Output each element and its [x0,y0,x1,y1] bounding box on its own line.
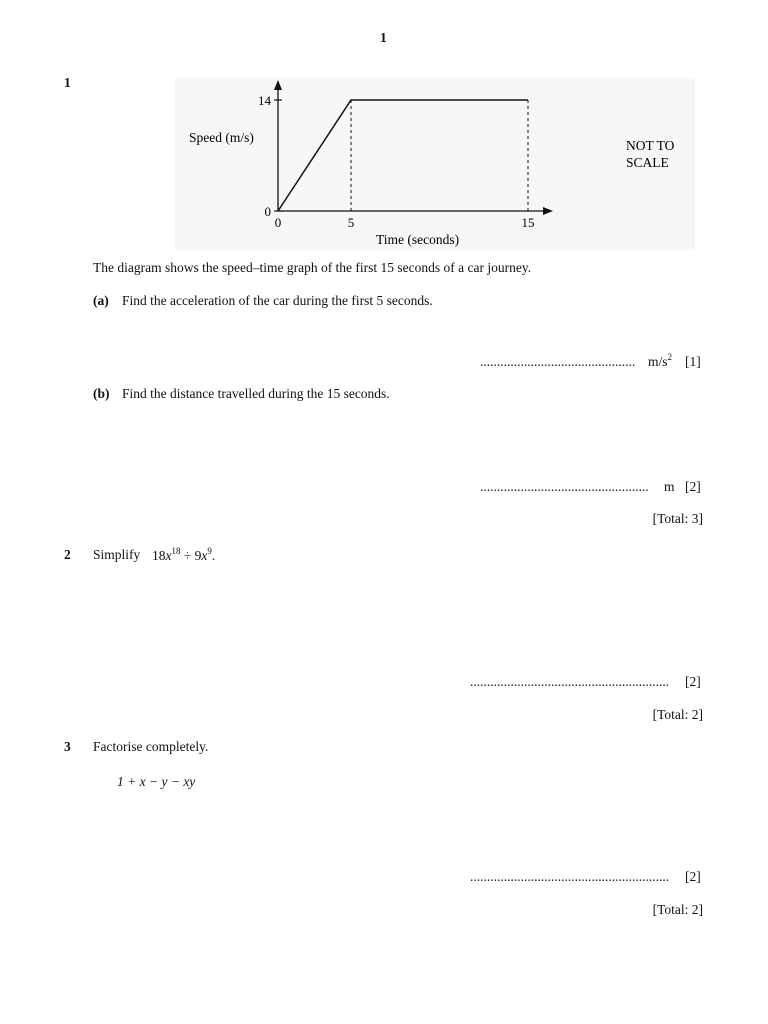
q2-text: Simplify [93,547,141,562]
q3-text: Factorise completely. [93,739,209,754]
speed-time-graph [175,78,695,250]
graph-background [175,78,695,250]
q3-total: [Total: 2] [652,902,703,917]
x-tick-5-label: 5 [347,215,355,230]
q2-period: . [211,548,216,563]
q2-exp-b: 9 [207,546,212,556]
q1a-marks: [1] [685,354,701,369]
x-axis-label: Time (seconds) [376,232,460,247]
q3-answer-line[interactable] [470,870,669,884]
q3-expression: 1 + x − y − xy [117,774,196,789]
q1a-answer-line[interactable] [480,355,635,369]
q2-expression [152,546,216,563]
q1-total: [Total: 3] [652,511,703,526]
q2-total: [Total: 2] [652,707,703,722]
q2-operator: ÷ 9 [183,548,202,563]
y-axis-label: Speed (m/s) [189,130,254,145]
not-to-scale-line2: SCALE [626,155,669,170]
q1b-unit: m [664,479,675,494]
question-number-2: 2 [64,547,71,562]
q2-answer-line[interactable] [470,675,669,689]
q2-var-b: x [201,548,208,563]
q1-part-a-text: Find the acceleration of the car during the first 5 seconds. [122,293,433,308]
q1a-unit-exponent: 2 [667,352,673,362]
q1b-answer-dots: .................................................. [480,479,649,494]
y-tick-14-label: 14 [258,93,271,108]
q2-var-a: x [165,548,172,563]
x-tick-15-label: 15 [521,215,535,230]
q1b-marks: [2] [685,479,701,494]
q1-part-a-label: (a) [93,293,109,308]
question-number-3: 3 [64,739,71,754]
q1-part-b-text: Find the distance travelled during the 15 seconds. [122,386,390,401]
q2-answer-dots: ........................................................... [470,674,670,689]
q3-answer-dots: ........................................................... [470,869,670,884]
q1b-answer-line[interactable] [480,480,649,494]
q1a-answer-dots: .............................................. [480,354,636,369]
not-to-scale-line1: NOT TO [626,138,675,153]
page-number: 1 [380,30,387,45]
q3-marks: [2] [685,869,701,884]
q1-part-b-label: (b) [93,386,110,401]
q1a-unit-text: m/s [648,354,668,369]
q1a-unit [648,352,673,369]
y-tick-0-label: 0 [264,204,271,219]
q1-intro: The diagram shows the speed–time graph of the first 15 seconds of a car journey. [93,260,532,275]
q2-exp-a: 18 [171,546,181,556]
x-tick-0-label: 0 [274,215,282,230]
q2-marks: [2] [685,674,701,689]
question-number-1: 1 [64,75,71,90]
q2-coef-a: 18 [152,548,166,563]
